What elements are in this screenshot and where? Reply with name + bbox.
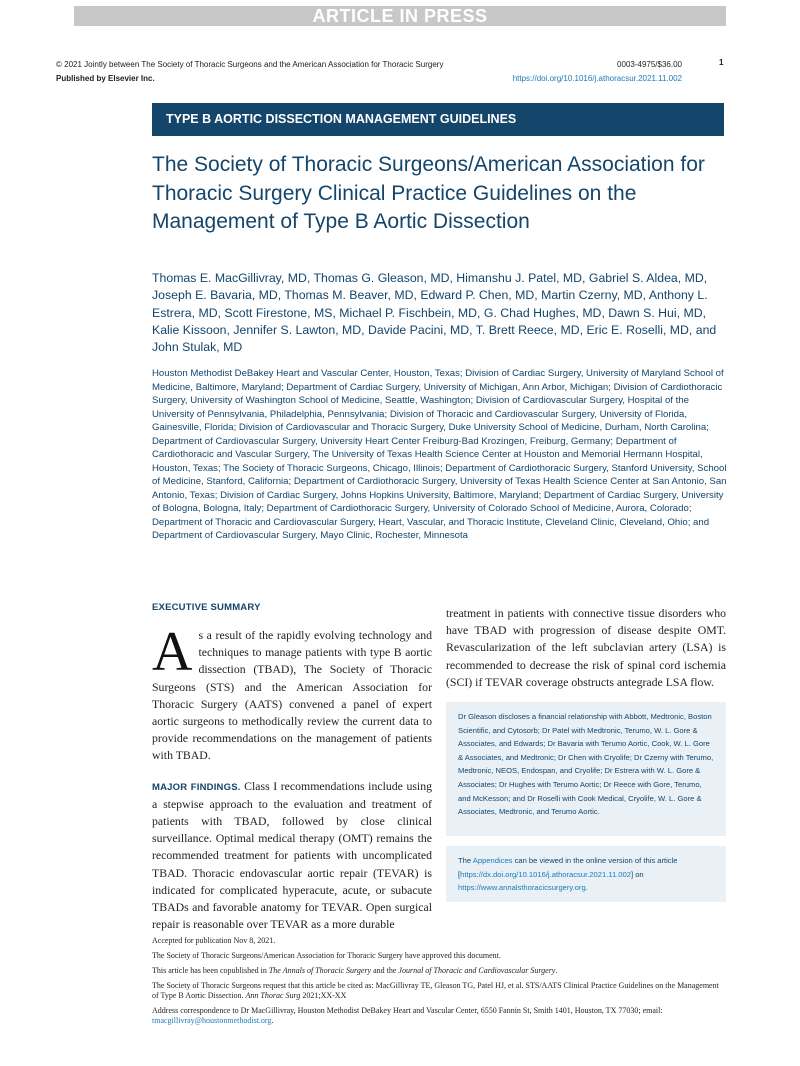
appendix-text-mid: can be viewed in the online version of this article [ (458, 856, 678, 879)
correspondence-end: . (271, 1016, 274, 1025)
summary-paragraph (152, 621, 432, 765)
journal-name-2: Journal of Thoracic and Cardiovascular Surgery (398, 966, 556, 975)
accepted-note: Accepted for publication Nov 8, 2021. (152, 936, 276, 945)
left-column (152, 602, 432, 933)
copublished-note (152, 966, 726, 976)
correspondence-note (152, 1006, 726, 1026)
cite-end: 2021;XX-XX (300, 991, 347, 1000)
drop-cap: A (152, 621, 193, 683)
issn-price: 0003-4975/$36.00 (617, 60, 682, 69)
approved-note: The Society of Thoracic Surgeons/American Association for Thoracic Surgery have approved this document. (152, 951, 501, 960)
appendix-text-post: ] on (630, 869, 644, 879)
page-number: 1 (719, 58, 724, 67)
cite-journal: Ann Thorac Surg (245, 991, 301, 1000)
appendix-box (446, 846, 726, 902)
correspondence-address: Address correspondence to Dr MacGillivray, Houston Methodist DeBakey Heart and Vascular Center, 6550 Fannin St, Smith 1401, Houston, TX 77030; email: (152, 1006, 663, 1015)
summary-text: s a result of the rapidly evolving technology and techniques to manage patients with type B aortic dissection (TBAD), The Society of Thoracic Surgeons (STS) and the American Association for Thoracic Surgery (AATS) convened a panel of expert aortic surgeons to methodically review the current data to provide recommendations on the management of patients with TBAD. (152, 628, 432, 763)
right-column (446, 605, 726, 691)
appendices-link[interactable]: Appendices (472, 856, 513, 865)
header-left (56, 58, 443, 86)
affiliations: Houston Methodist DeBakey Heart and Vascular Center, Houston, Texas; Division of Cardiac Surgery, University of Maryland School of Medicine, Baltimore, Maryland; Department of Cardiac Surgery, University of Michigan, Ann Arbor, Michigan; Division of Cardiothoracic Surgery, University of Washington School of Medicine, Seattle, Washington; Division of Cardiovascular Surgery, Hospital of the University of Pennsylvania, Philadelphia, Pennsylvania; Division of Thoracic and Cardiovascular Surgery, University of Florida, Gainesville, Florida; Division of Cardiovascular and Thoracic Surgery, Duke University School of Medicine, Durham, North Carolina; Department of Cardiovascular Surgery, University Heart Center Freiburg-Bad Krozingen, Freiburg, Germany; Department of Cardiothoracic and Vascular Surgery, The University of Texas Health Science Center at Houston and Memorial Hermann Hospital, Houston, Texas; The Society of Thoracic Surgeons, Chicago, Illinois; Department of Cardiothoracic Surgery, Stanford University, School of Medicine, Stanford, California; Department of Cardiothoracic Surgery, University of Texas Health Science Center at San Antonio, San Antonio, Texas; Division of Cardiac Surgery, Johns Hopkins University, Baltimore, Maryland; Department of Cardiac Surgery, University of Bologna, Bologna, Italy; Department of Cardiothoracic Surgery, University of Colorado School of Medicine, Aurora, Colorado; Department of Thoracic and Cardiovascular Surgery, Heart, Vascular, and Thoracic Institute, Cleveland Clinic, Cleveland, Ohio; and Department of Cardiovascular Surgery, Mayo Clinic, Rochester, Minnesota (152, 368, 727, 541)
article-footer (152, 936, 726, 1031)
article-title: The Society of Thoracic Surgeons/American Association for Thoracic Surgery Clinical Practice Guidelines on the Management of Type B Aortic Dissection (152, 153, 705, 233)
email-link[interactable]: tmacgillivray@houstonmethodist.org (152, 1016, 272, 1025)
doi-link[interactable]: https://doi.org/10.1016/j.athoracsur.2021.11.002 (512, 74, 682, 83)
copub-pre: This article has been copublished in (152, 966, 269, 975)
cite-pre: The Society of Thoracic Surgeons request that this article be cited as: MacGillivray TE, Gleason TG, Patel HJ, et al. STS/AATS Clinical Practice Guidelines on the Management of Type B Aortic Dissection. (152, 981, 719, 1000)
major-findings-paragraph (152, 778, 432, 934)
journal-site-link[interactable]: https://www.annalsthoracicsurgery.org (458, 883, 586, 893)
major-findings-text: Class I recommendations include using a stepwise approach to the evaluation and treatment of patients with TBAD, followed by close clinical surveillance. Optimal medical therapy (OMT) remains the recommended treatment for patients with uncomplicated TBAD. Thoracic endovascular aortic repair (TEVAR) is indicated for complicated hyperacute, acute, or subacute TBADs and favorable anatomy for TEVAR. Open surgical repair is reasonable over TEVAR as a more durable (152, 778, 433, 932)
header-right (496, 58, 682, 86)
continued-text: treatment in patients with connective tissue disorders who have TBAD with progression of disease despite OMT. Revascularization of the left subclavian artery (LSA) is recommended to decrease the risk of spinal cord ischemia (SCI) if TEVAR coverage obstructs antegrade LSA flow. (446, 606, 726, 689)
copub-end: . (555, 966, 558, 975)
article-in-press-banner: ARTICLE IN PRESS (74, 6, 726, 26)
author-list: Thomas E. MacGillivray, MD, Thomas G. Gleason, MD, Himanshu J. Patel, MD, Gabriel S. Aldea, MD, Joseph E. Bavaria, MD, Thomas M. Beaver, MD, Edward P. Chen, MD, Martin Czerny, MD, Anthony L. Estrera, MD, Scott Firestone, MS, Michael P. Fischbein, MD, G. Chad Hughes, MD, Dawn S. Hui, MD, Kalie Kissoon, Jennifer S. Lawton, MD, Davide Pacini, MD, T. Brett Reece, MD, Eric E. Roselli, MD, and John Stulak, MD (152, 271, 717, 355)
citation-note (152, 981, 726, 1001)
appendix-text-pre: The (458, 856, 473, 865)
publisher-line: Published by Elsevier Inc. (56, 74, 155, 83)
copyright-line: © 2021 Jointly between The Society of Thoracic Surgeons and the American Association for Thoracic Surgery (56, 60, 444, 69)
major-findings-label: MAJOR FINDINGS. (152, 781, 241, 793)
appendix-text-end: . (585, 883, 588, 893)
journal-name-1: The Annals of Thoracic Surgery (268, 966, 372, 975)
executive-summary-heading: EXECUTIVE SUMMARY (152, 602, 261, 613)
copub-and: and the (371, 966, 399, 975)
section-banner: TYPE B AORTIC DISSECTION MANAGEMENT GUIDELINES (152, 103, 724, 136)
disclosure-box: Dr Gleason discloses a financial relationship with Abbott, Medtronic, Boston Scientific, and Cytosorb; Dr Patel with Medtronic, Terumo, W. L. Gore & Associates, and Edwards; Dr Bavaria with Terumo Aortic, Cook, W. L. Gore & Associates, and Medtronic; Dr Chen with Cryolife; Dr Czerny with Terumo, Medtronic, NEOS, Endospan, and Cryolife; Dr Estrera with W. L. Gore & Associates; Dr Hughes with Terumo Aortic; Dr Reece with Gore, Terumo, and McKesson; and Dr Roselli with Cook Medical, Cryolife, W. L. Gore & Associates, Medtronic, and Terumo Aortic. (446, 702, 726, 836)
appendix-doi-link[interactable]: https://dx.doi.org/10.1016/j.athoracsur.2021.11.002 (460, 869, 631, 879)
